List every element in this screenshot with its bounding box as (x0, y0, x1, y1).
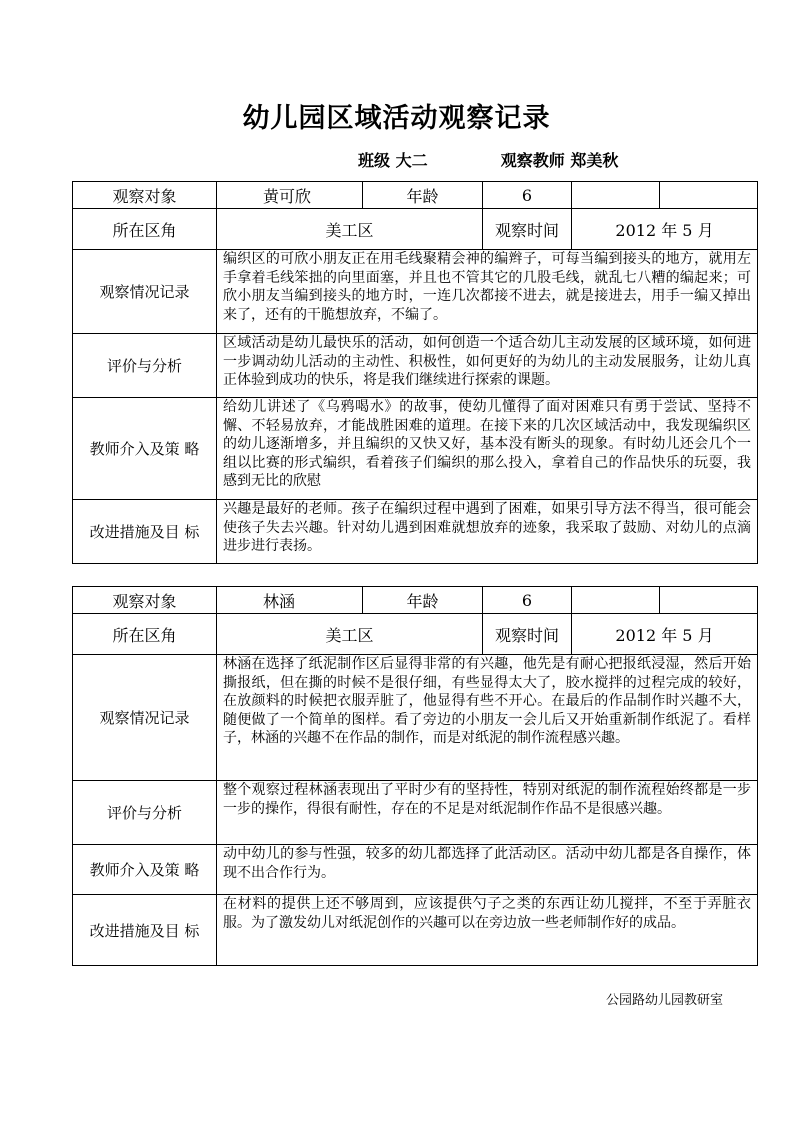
improvement-label: 改进措施及目 标 (73, 500, 217, 564)
improvement-label: 改进措施及目 标 (73, 895, 217, 966)
intervention-text: 动中幼儿的参与性强，较多的幼儿都选择了此活动区。活动中幼儿都是各自操作，体现不出合作行为。 (217, 845, 758, 895)
page-title: 幼儿园区域活动观察记录 (242, 103, 551, 134)
empty-cell (572, 182, 660, 209)
subject-name: 林涵 (217, 587, 363, 614)
empty-cell (572, 587, 660, 614)
age-value: 6 (483, 587, 572, 614)
record-table-2 (72, 586, 758, 966)
subject-name: 黄可欣 (217, 182, 363, 209)
subject-label: 观察对象 (73, 182, 217, 209)
time-value: 2012 年 5 月 (572, 614, 758, 655)
age-label: 年龄 (363, 587, 483, 614)
improvement-text: 兴趣是最好的老师。孩子在编织过程中遇到了困难，如果引导方法不得当，很可能会使孩子失去兴趣。针对幼儿遇到困难就想放弃的迹象，我采取了鼓励、对幼儿的点滴进步进行表扬。 (217, 500, 758, 564)
teacher-value: 郑美秋 (570, 151, 619, 170)
class-label: 班级 (358, 151, 391, 170)
time-label: 观察时间 (483, 614, 572, 655)
intervention-label: 教师介入及策 略 (73, 845, 217, 895)
observation-text: 林涵在选择了纸泥制作区后显得非常的有兴趣，他先是有耐心把报纸浸湿，然后开始撕报纸，但在撕的时候不是很仔细，有些显得太大了，胶水搅拌的过程完成的较好，在放颜料的时候把衣服弄脏了，他显得有些不开心。在最后的作品制作时兴趣不大，随便做了一个简单的图样。看了旁边的小朋友一会儿后又开始重新制作纸泥了。看样子，林涵的兴趣不在作品的制作，而是对纸泥的制作流程感兴趣。 (217, 655, 758, 781)
intervention-text: 给幼儿讲述了《乌鸦喝水》的故事，使幼儿懂得了面对困难只有勇于尝试、坚持不懈、不轻易放弃，才能战胜困难的道理。在接下来的几次区域活动中，我发现编织区的幼儿逐渐增多，并且编织的又快又好，基本没有断头的现象。有时幼儿还会几个一组以比赛的形式编织，看着孩子们编织的那么投入，拿着自己的作品快乐的玩耍，我感到无比的欣慰 (217, 398, 758, 500)
observation-label: 观察情况记录 (73, 655, 217, 781)
header-info (358, 148, 618, 171)
intervention-label: 教师介入及策 略 (73, 398, 217, 500)
age-value: 6 (483, 182, 572, 209)
area-label: 所在区角 (73, 209, 217, 250)
age-label: 年龄 (363, 182, 483, 209)
evaluation-label: 评价与分析 (73, 781, 217, 845)
observation-text: 编织区的可欣小朋友正在用毛线聚精会神的编辫子，可每当编到接头的地方，就用左手拿着毛线笨拙的向里面塞，并且也不管其它的几股毛线，就乱七八糟的编起来；可欣小朋友当编到接头的地方时，一连几次都接不进去，就是接进去，用手一编又掉出来了，还有的干脆想放弃，不编了。 (217, 250, 758, 334)
area-label: 所在区角 (73, 614, 217, 655)
evaluation-label: 评价与分析 (73, 334, 217, 398)
observation-label: 观察情况记录 (73, 250, 217, 334)
footer-org: 公园路幼儿园教研室 (606, 993, 724, 1008)
empty-cell (660, 587, 758, 614)
empty-cell (660, 182, 758, 209)
area-value: 美工区 (217, 614, 483, 655)
record-table-1 (72, 181, 758, 564)
evaluation-text: 区域活动是幼儿最快乐的活动，如何创造一个适合幼儿主动发展的区域环境，如何进一步调动幼儿活动的主动性、积极性，如何更好的为幼儿的主动发展服务，让幼儿真正体验到成功的快乐，将是我们继续进行探索的课题。 (217, 334, 758, 398)
improvement-text: 在材料的提供上还不够周到，应该提供勺子之类的东西让幼儿搅拌，不至于弄脏衣服。为了激发幼儿对纸泥创作的兴趣可以在旁边放一些老师制作好的成品。 (217, 895, 758, 966)
teacher-label: 观察教师 (500, 151, 565, 170)
time-label: 观察时间 (483, 209, 572, 250)
class-value: 大二 (395, 151, 428, 170)
evaluation-text: 整个观察过程林涵表现出了平时少有的坚持性，特别对纸泥的制作流程始终都是一步一步的操作，得很有耐性，存在的不足是对纸泥制作作品不是很感兴趣。 (217, 781, 758, 845)
subject-label: 观察对象 (73, 587, 217, 614)
area-value: 美工区 (217, 209, 483, 250)
time-value: 2012 年 5 月 (572, 209, 758, 250)
